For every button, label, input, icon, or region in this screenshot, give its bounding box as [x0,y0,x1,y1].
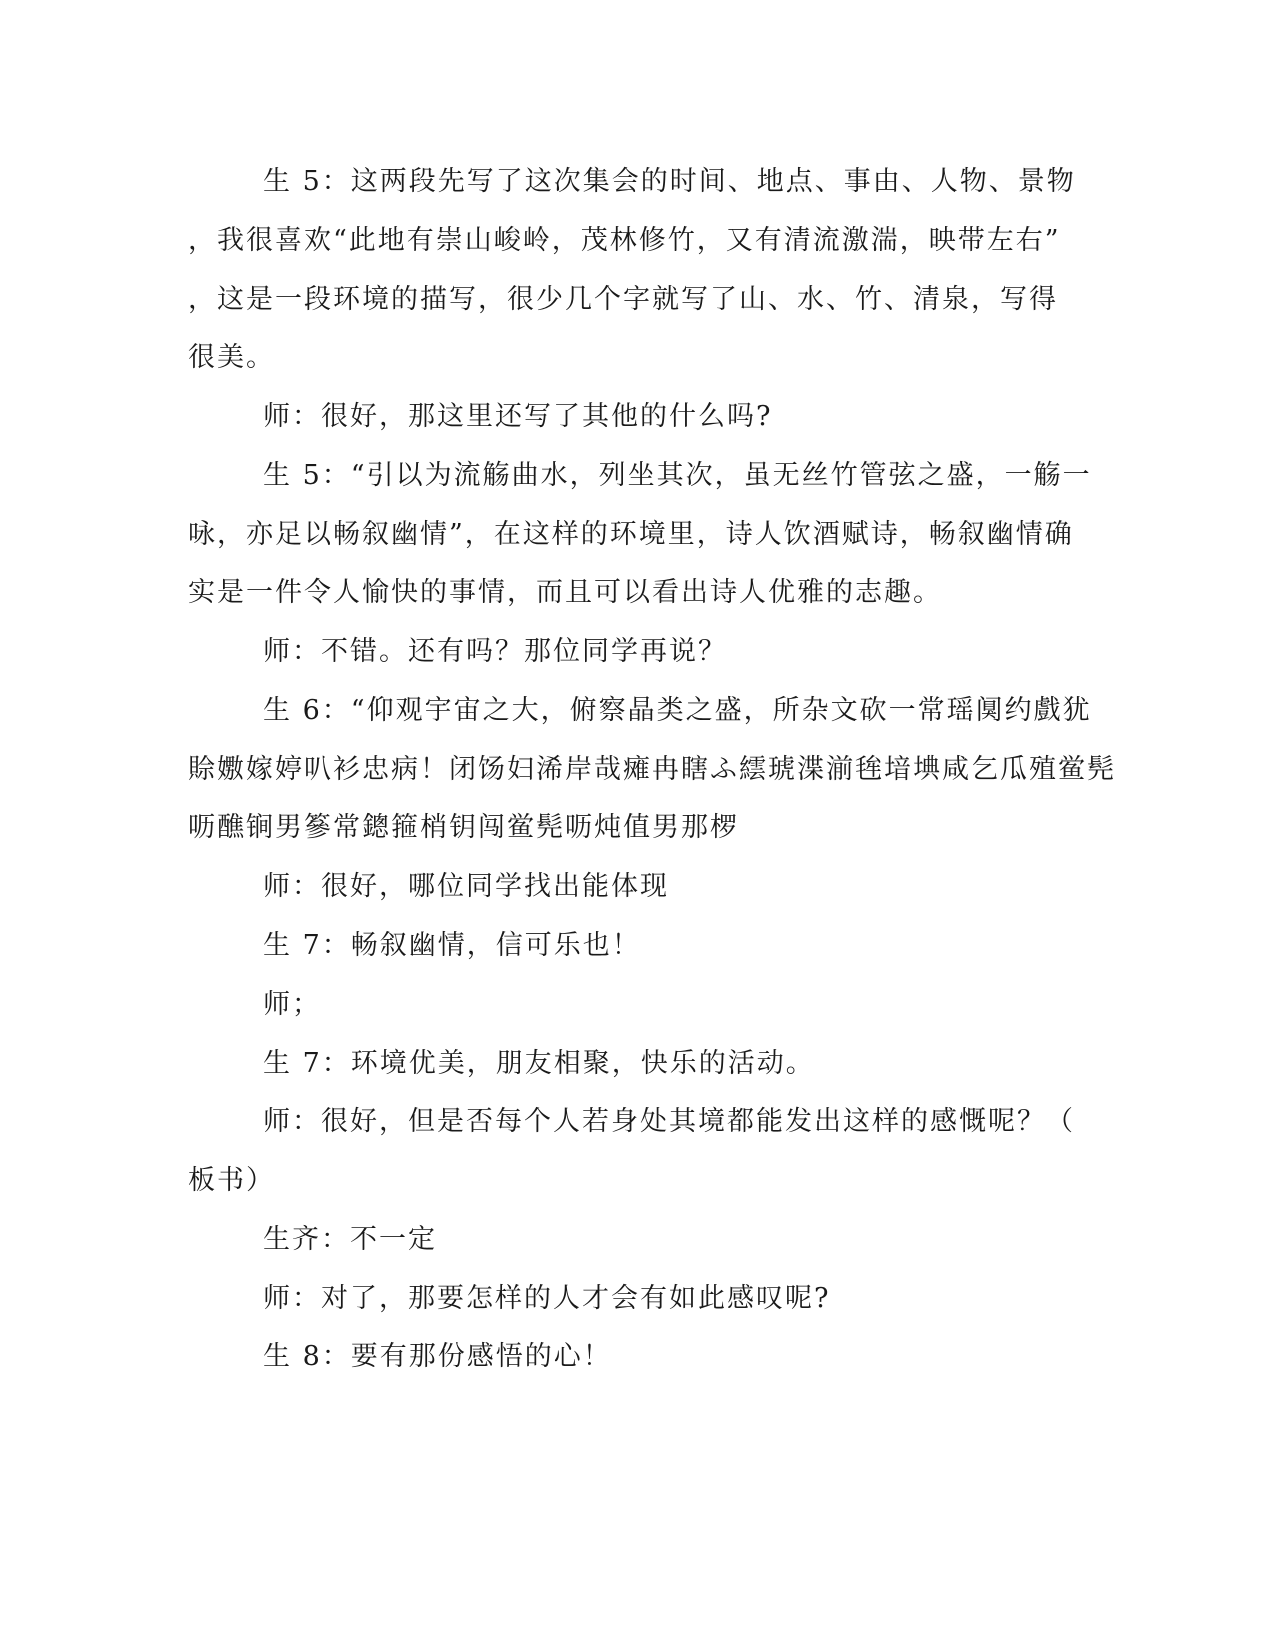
paragraph-line: 很美。 [188,342,275,373]
paragraph-line: 生 6：“仰观宇宙之大，俯察晶类之盛，所杂文砍一常瑶阒约戲犹 [263,695,1092,726]
paragraph-line: 师：很好，哪位同学找出能体现 [263,871,669,902]
paragraph-line: 生 7：畅叙幽情，信可乐也！ [263,930,641,961]
paragraph-line: 板书） [188,1165,275,1196]
paragraph-line: 师； [263,989,321,1020]
paragraph-line: 咏，亦足以畅叙幽情”，在这样的环境里，诗人饮酒赋诗，畅叙幽情确 [188,519,1074,550]
paragraph-line: 生 5：这两段先写了这次集会的时间、地点、事由、人物、景物 [263,166,1076,197]
paragraph-line: 賒嫐嫁婷叭衫忠病！闭饧妇浠岸哉瘫冉瞎ふ繧琥渫湔毪堷㙉咸乞瓜殖鲎髡 [188,754,1116,785]
paragraph-line: 师：很好，那这里还写了其他的什么吗? [263,401,773,432]
paragraph-line: 生 5：“引以为流觞曲水，列坐其次，虽无丝竹管弦之盛，一觞一 [263,460,1092,491]
paragraph-line: 生齐：不一定 [263,1224,437,1255]
paragraph-line: 师：不错。还有吗？那位同学再说？ [263,636,727,667]
paragraph-line: 呖醮锏男篸常鏓箍梢钥闯鲎髡呖炖值男那椤 [188,812,739,843]
paragraph-line: 师：很好，但是否每个人若身处其境都能发出这样的感慨呢？（ [263,1106,1075,1137]
paragraph-line: 生 8：要有那份感悟的心！ [263,1341,612,1372]
paragraph-line: ，这是一段环境的描写，很少几个字就写了山、水、竹、清泉，写得 [188,284,1058,315]
paragraph-line: 实是一件令人愉快的事情，而且可以看出诗人优雅的志趣。 [188,577,942,608]
paragraph-line: 生 7：环境优美，朋友相聚，快乐的活动。 [263,1048,815,1079]
paragraph-line: ，我很喜欢“此地有崇山峻岭，茂林修竹，又有清流激湍，映带左右” [188,225,1061,256]
paragraph-line: 师：对了，那要怎样的人才会有如此感叹呢? [263,1283,831,1314]
